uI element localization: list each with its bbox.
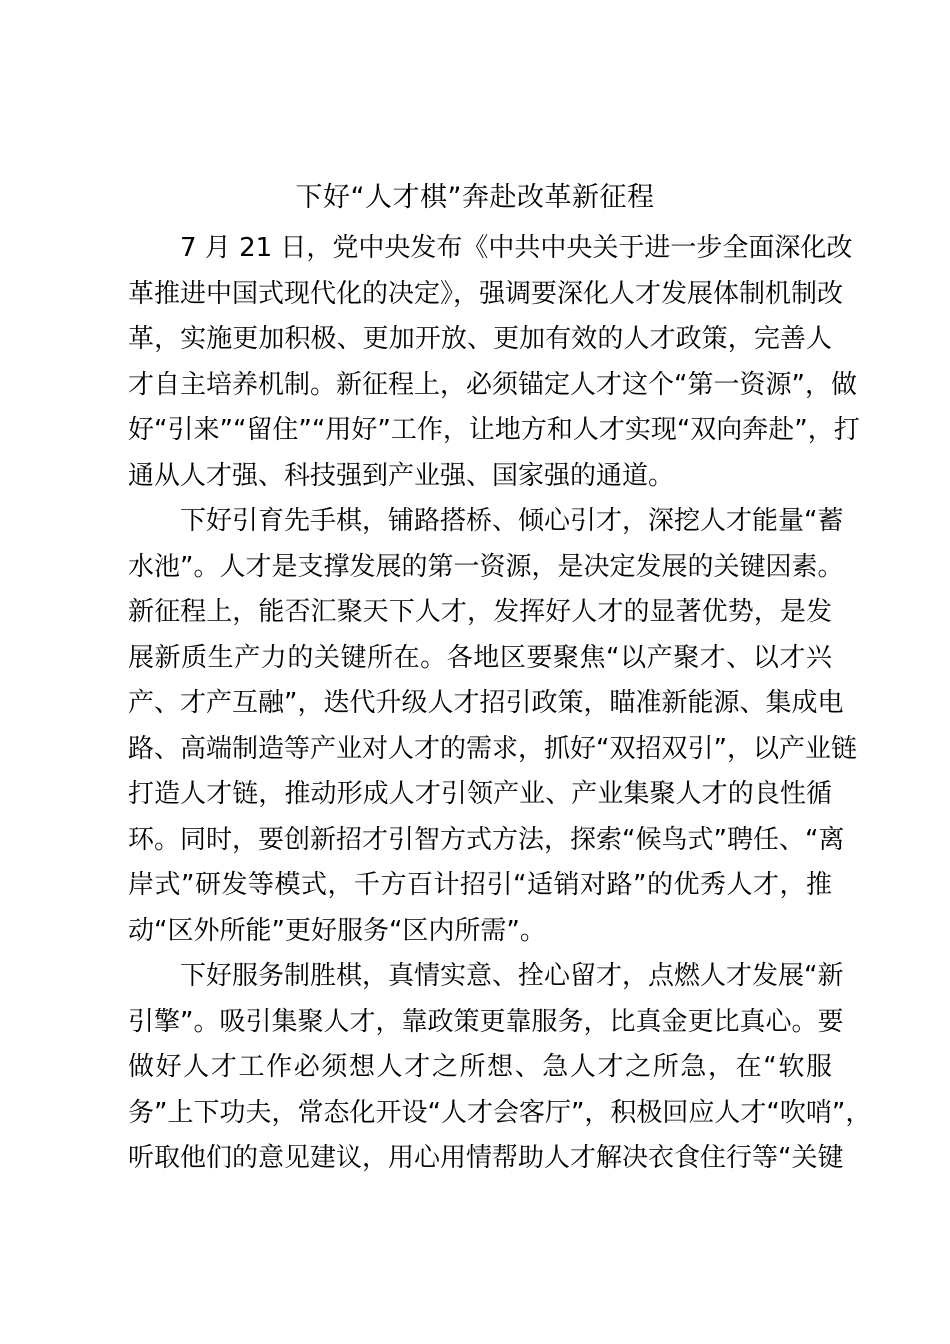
paragraph-2-line-2: 水池”。人才是支撑发展的第一资源，是决定发展的关键因素。 — [128, 551, 844, 582]
paragraph-3-line-2: 引擎”。吸引集聚人才，靠政策更靠服务，比真金更比真心。要 — [128, 1006, 844, 1037]
paragraph-2-line-4: 展新质生产力的关键所在。各地区要聚焦“以产聚才、以才兴 — [128, 642, 832, 673]
paragraph-1-line-2: 革推进中国式现代化的决定》，强调要深化人才发展体制机制改 — [128, 278, 844, 309]
paragraph-1-line-1: 7 月 21 日，党中央发布《中共中央关于进一步全面深化改 — [180, 233, 853, 263]
paragraph-2-line-7: 打造人才链，推动形成人才引领产业、产业集聚人才的良性循 — [128, 779, 832, 809]
paragraph-1-line-3: 革，实施更加积极、更加开放、更加有效的人才政策，完善人 — [128, 324, 832, 354]
paragraph-2-line-8: 环。同时，要创新招才引智方式方法，探索“候鸟式”聘任、“离 — [128, 824, 845, 855]
paragraph-2-line-9: 岸式”研发等模式，千方百计招引“适销对路”的优秀人才，推 — [128, 870, 832, 900]
paragraph-1-line-4: 才自主培养机制。新征程上，必须锚定人才这个“第一资源”，做 — [128, 369, 857, 400]
paragraph-2-line-5: 产、才产互融”，迭代升级人才招引政策，瞄准新能源、集成电 — [128, 688, 844, 718]
paragraph-2-line-3: 新征程上，能否汇聚天下人才，发挥好人才的显著优势，是发 — [128, 597, 832, 627]
paragraph-3-line-1: 下好服务制胜棋，真情实意、拴心留才，点燃人才发展“新 — [180, 961, 844, 991]
paragraph-3-line-4: 务”上下功夫，常态化开设“人才会客厅”，积极回应人才“吹哨”， — [128, 1097, 872, 1128]
paragraph-2-line-1: 下好引育先手棋，铺路搭桥、倾心引才，深挖人才能量“蓄 — [180, 506, 844, 536]
paragraph-1-line-6: 通从人才强、科技强到产业强、国家强的通道。 — [128, 460, 675, 491]
paragraph-3-line-5: 听取他们的意见建议，用心用情帮助人才解决衣食住行等“关键 — [128, 1143, 844, 1173]
paragraph-1-line-5: 好“引来”“留住”“用好”工作，让地方和人才实现“双向奔赴”，打 — [128, 415, 860, 445]
document-body — [128, 226, 872, 1182]
paragraph-3-line-3: 做好人才工作必须想人才之所想、急人才之所急，在“软服 — [128, 1052, 832, 1082]
document-title: 下好“人才棋”奔赴改革新征程 — [295, 182, 655, 213]
paragraph-2-line-6: 路、高端制造等产业对人才的需求，抓好“双招双引”，以产业链 — [128, 733, 857, 764]
paragraph-2-line-10: 动“区外所能”更好服务“区内所需”。 — [128, 915, 546, 946]
